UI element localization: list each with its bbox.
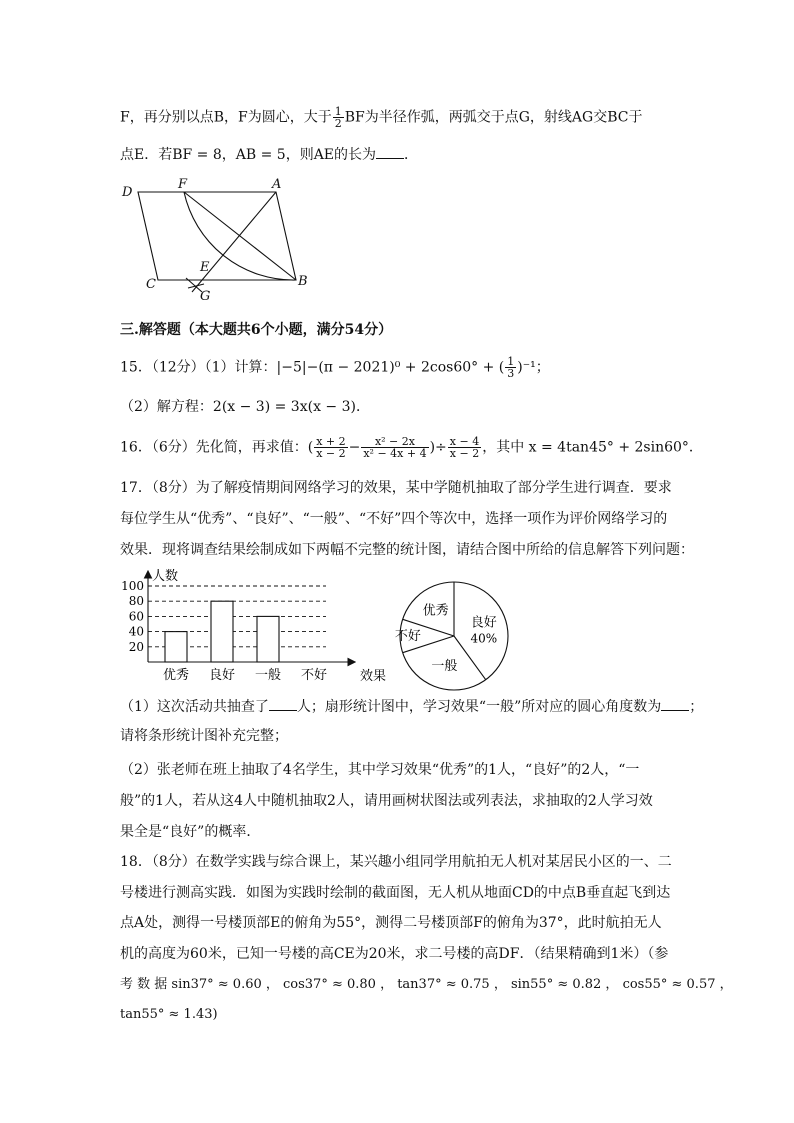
q16-line: 16．（6分）先化简，再求值：( $\frac{x + 2}{x - 2}$ − $\frac{\text{x² − 2x}}{\text{x² − 4x + 4}}$ )÷ $\frac{x - 4}{x - 2}$ ，其中 x = 4tan45° + 2sin60°． (120, 435, 703, 460)
section-3-heading: 三.解答题（本大题共6个小题，满分54分） (120, 322, 393, 338)
pie-chart (394, 580, 514, 692)
y-axis-label: 人数 (152, 569, 179, 584)
bar-chart (110, 562, 400, 686)
q14-text-b: BF为半径作弧，两弧交于点G，射线AG交BC于 (344, 109, 643, 126)
parallelogram-figure (118, 174, 318, 306)
pie-label-1: 一般 (431, 658, 458, 674)
q14-text-a: F，再分别以点B，F为圆心，大于 (120, 109, 332, 126)
parallelogram-abcd (138, 192, 296, 280)
q17-line-1: 17．（8分）为了解疫情期间网络学习的效果，某中学随机抽取了部分学生进行调查．要求 (120, 480, 672, 496)
q17-part-1: （1）这次活动共抽查了 人；扇形统计图中，学习效果“一般”所对应的圆心角度数为 ； (120, 696, 703, 717)
q18-line-4: 机的高度为60米，已知一号楼的高CE为20米，求二号楼的高DF．（结果精确到1米）（参 (120, 946, 669, 962)
label-d: D (122, 185, 133, 200)
q16-fraction-1: $\frac{x + 2}{x - 2}$ (316, 435, 346, 460)
bar-0 (165, 632, 187, 662)
pie-label-2: 不好 (394, 629, 421, 644)
label-b: B (298, 274, 308, 289)
bar-2 (257, 616, 279, 662)
q17-blank-1 (269, 696, 297, 711)
y-tick-label: 40 (128, 624, 144, 639)
q16-fraction-2: $\frac{\text{x² − 2x}}{\text{x² − 4x + 4}}$ (363, 435, 427, 460)
q15-line-2: （2）解方程：2(x − 3) = 3x(x − 3)． (120, 399, 370, 415)
q18-line-6: tan55° ≈ 1.43) (120, 1007, 218, 1022)
q15-line-1: 15．（12分）（1）计算：|−5|−(π − 2021)⁰ + 2cos60° + ( $\frac{1}{3}$ )⁻¹； (120, 355, 550, 380)
x-tick-label: 优秀 (162, 668, 190, 683)
x-tick-label: 一般 (254, 668, 282, 683)
q14-fraction: $\frac{1}{2}$ (334, 105, 342, 130)
y-tick-label: 60 (128, 609, 144, 624)
y-tick-label: 80 (128, 594, 144, 609)
q14-answer-blank (376, 144, 404, 159)
q17-line-2: 每位学生从“优秀”、“良好”、“一般”、“不好”四个等次中，选择一项作为评价网络学习的 (120, 511, 668, 527)
q18-line-1: 18．（8分）在数学实践与综合课上，某兴趣小组同学用航拍无人机对某居民小区的一、二 (120, 854, 672, 870)
y-tick-label: 20 (128, 639, 144, 654)
pie-label-3: 优秀 (422, 603, 449, 619)
label-e: E (200, 260, 210, 275)
q18-line-3: 点A处，测得一号楼顶部E的俯角为55°，测得二号楼顶部F的俯角为37°，此时航拍无人 (120, 915, 662, 931)
pie-value-label-0: 40% (470, 631, 498, 646)
q17-blank-2 (661, 696, 689, 711)
q17-line-3: 效果．现将调查结果绘制成如下两幅不完整的统计图，请结合图中所给的信息解答下列问题： (120, 542, 694, 558)
q14-text-c: 点E．若BF = 8，AB = 5，则AE的长为 (120, 147, 377, 163)
pie-label-0: 良好 (470, 615, 497, 631)
q18-line-5: 考 数 据 sin37° ≈ 0.60 ， cos37° ≈ 0.80 ， tan37° ≈ 0.75 ， sin55° ≈ 0.82 ， cos55° ≈ 0.57 ， (120, 977, 733, 992)
q14-line-2: 点E．若BF = 8，AB = 5，则AE的长为 ． (120, 144, 418, 165)
q16-fraction-3: $\frac{x - 4}{x - 2}$ (449, 435, 480, 460)
x-tick-label: 不好 (300, 668, 328, 683)
y-tick-label: 100 (121, 579, 144, 593)
label-f: F (178, 177, 188, 192)
ray-ag (192, 192, 276, 292)
q17-part-1-cont: 请将条形统计图补充完整； (120, 728, 288, 744)
q17-part-2-line-2: 般”的1人，若从这4人中随机抽取2人，请用画树状图法或列表法，求抽取的2人学习效 (120, 793, 653, 809)
x-axis-label: 效果 (360, 669, 387, 684)
q14-line-1 (120, 106, 642, 129)
q17-part-2-line-3: 果全是“良好”的概率． (120, 824, 261, 840)
q17-part-2-line-1: （2）张老师在班上抽取了4名学生，其中学习效果“优秀”的1人，“良好”的2人，“一 (120, 762, 640, 778)
q15-fraction: $\frac{1}{3}$ (507, 355, 515, 380)
label-c: C (146, 277, 156, 292)
q18-line-2: 号楼进行测高实践．如图为实践时绘制的截面图，无人机从地面CD的中点B垂直起飞到达 (120, 885, 671, 901)
label-g: G (200, 289, 211, 304)
label-a: A (272, 177, 282, 192)
bar-1 (211, 601, 233, 662)
x-tick-label: 良好 (208, 668, 236, 683)
